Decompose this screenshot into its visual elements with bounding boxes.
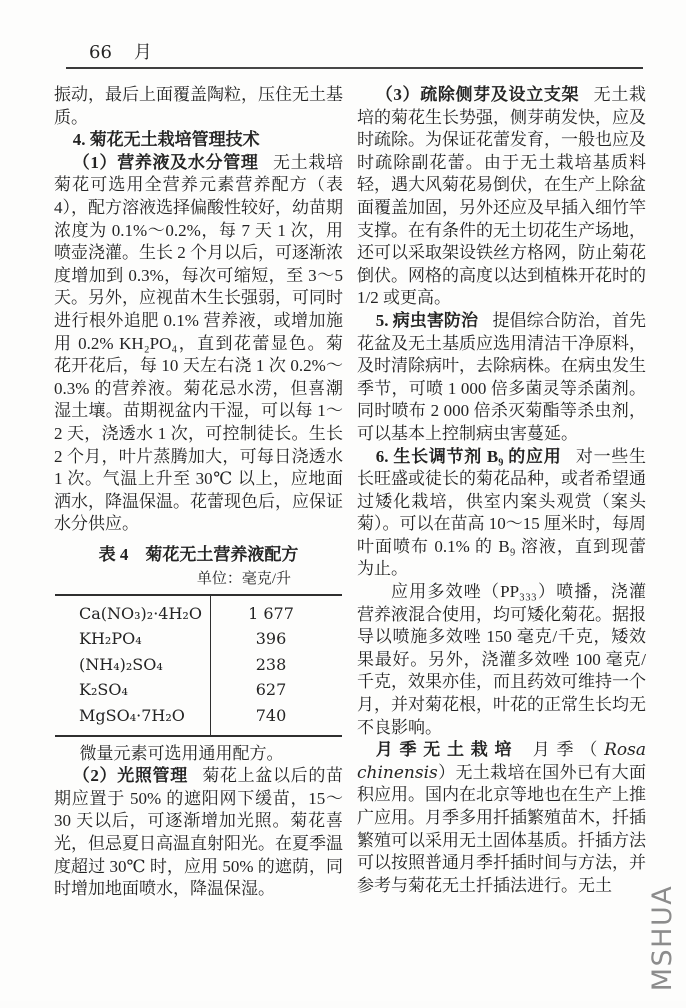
run-in-heading-5: 5. 病虫害防治 <box>375 310 479 330</box>
paragraph-body-pre: 月季（ <box>532 740 605 760</box>
nutrient-formula-table <box>55 594 342 737</box>
table-row <box>55 678 342 704</box>
paragraph-pest-control <box>357 310 646 446</box>
table-unit-label: 单位：毫克/升 <box>196 571 291 588</box>
compound-name: K₂SO₄ <box>79 680 128 700</box>
paragraph-body: 菊花上盆以后的苗期应置于 50% 的遮阳网下缓苗，15～30 天以后，可逐渐增加光照。菊花喜光，但忌夏日高温直射阳光。在夏季温度超过 30℃ 时，应用 50% 的遮荫，同时增加地面喷水，降温保湿。 <box>54 766 343 899</box>
table-row <box>55 601 342 627</box>
compound-amount: 238 <box>255 654 287 674</box>
latin-species-name: Rosa chinensis <box>357 740 647 783</box>
mshua-watermark: MSHUA <box>647 884 678 992</box>
table-note: 微量元素可选用通用配方。 <box>79 743 284 763</box>
table-column-divider <box>210 596 212 735</box>
left-column <box>54 84 343 901</box>
section-heading-4: 4. 菊花无土栽培管理技术 <box>72 130 260 150</box>
paragraph-paclobutrazol: 应用多效唑（PP₃₃₃）喷播，浇灌营养液混合使用，均可矮化菊花。据报导以喷施多效唑 150 毫克/千克，矮效果最好。另外，浇灌多效唑 100 毫克/千克，效果亦佳，而且药效可维持一个月，并对菊花根，叶花的正常生长均无不良影响。 <box>357 582 646 737</box>
two-column-text-area <box>54 84 646 901</box>
compound-amount: 627 <box>255 680 287 700</box>
paragraph-body: 无土栽培菊花可选用全营养元素营养配方（表4），配方溶液选择偏酸性较好，幼苗期浓度为 0.1%～0.2%，每 7 天 1 次，用喷壶浇灌。生长 2 个月以后，可逐渐浓度增加到 0.3%，每次可缩短，至 3～5 天。另外，应视苗木生长强弱，可同时进行根外追肥 0.1% 营养液，或增加施用 0.2% KH₂PO₄，直到花蕾显色。菊花开花后，每 10 天左右浇 1 次 0.2%～0.3% 的营养液。菊花忌水涝，但喜潮湿土壤。苗期视盆内干湿，可以每 1～2 天，浇透水 1 次，可控制徒长。生长 2 个月，叶片蒸腾加大，可每日浇透水 1 次。气温上升至 30℃ 以上，应地面洒水，降温保温。花蕾现色后，应保证水分供应。 <box>54 152 344 534</box>
run-in-heading-3: （3）疏除侧芽及设立支架 <box>375 85 580 104</box>
chapter-mark: 月 <box>133 42 152 62</box>
run-in-heading-6: 6. 生长调节剂 B₉ 的应用 <box>375 446 562 466</box>
compound-amount: 740 <box>255 705 287 725</box>
running-header <box>89 38 152 64</box>
run-in-heading-2: （2）光照管理 <box>72 766 188 786</box>
table-title: 表 4 菊花无土营养液配方 <box>98 544 299 564</box>
compound-name: MgSO₄·7H₂O <box>79 705 185 725</box>
compound-name: (NH₄)₂SO₄ <box>79 654 163 674</box>
table-row <box>55 627 342 653</box>
paragraph-body: 无土栽培的菊花生长势强，侧芽萌发快，应及时疏除。为保证花蕾发育，一般也应及时疏除副花蕾。由于无土栽培基质料轻，遇大风菊花易倒伏，在生产上除盆面覆盖加固，另外还应及早插入细竹竿支撑。在有条件的无土切花生产场地，还可以采取架设铁丝方格网，防止菊花倒伏。网格的高度以达到植株开花时的 1/2 或更高。 <box>357 85 647 308</box>
paragraph-rose-soilless-culture <box>357 739 646 897</box>
paragraph-body: 对一些生长旺盛或徒长的菊花品种，或者希望通过矮化栽培，供室内案头观赏（案头菊）。可以在苗高 10～15 厘米时，每周叶面喷布 0.1% 的 B₉ 溶液，直到现蕾为止。 <box>357 446 647 579</box>
paragraph-light-management <box>54 765 343 901</box>
run-in-heading-rose: 月季无土栽培 <box>375 740 519 760</box>
paragraph-growth-regulator <box>357 446 646 582</box>
table-row <box>55 652 342 678</box>
paragraph-body: 提倡综合防治，首先花盆及无土基质应选用清洁干净原料，及时清除病叶，去除病株。在病虫发生季节，可喷 1 000 倍多菌灵等杀菌剂。同时喷布 2 000 倍杀灭菊酯等杀虫剂，可以基本上控制病虫害蔓延。 <box>357 310 646 443</box>
paragraph-continuation: 振动，最后上面覆盖陶粒，压住无土基质。 <box>54 85 343 127</box>
table-row <box>55 703 342 729</box>
run-in-heading-1: （1）营养液及水分管理 <box>72 152 259 172</box>
right-column <box>357 84 646 901</box>
page-number: 66 <box>89 42 112 63</box>
paragraph-nutrient-management <box>54 152 343 536</box>
compound-name: Ca(NO₃)₂·4H₂O <box>79 603 202 623</box>
header-rule <box>66 67 643 69</box>
compound-amount: 1 677 <box>248 603 294 623</box>
paragraph-side-shoots-support <box>357 84 646 310</box>
compound-amount: 396 <box>255 629 287 649</box>
compound-name: KH₂PO₄ <box>79 629 142 649</box>
paragraph-body-post: ）无土栽培在国外已有大面积应用。国内在北京等地也在生产上推广应用。月季多用扦插繁殖苗木，扦插繁殖可以采用无土固体基质。扦插方法可以按照普通月季扦插时间与方法，并参考与菊花无土扦插法进行。无土 <box>357 762 646 895</box>
